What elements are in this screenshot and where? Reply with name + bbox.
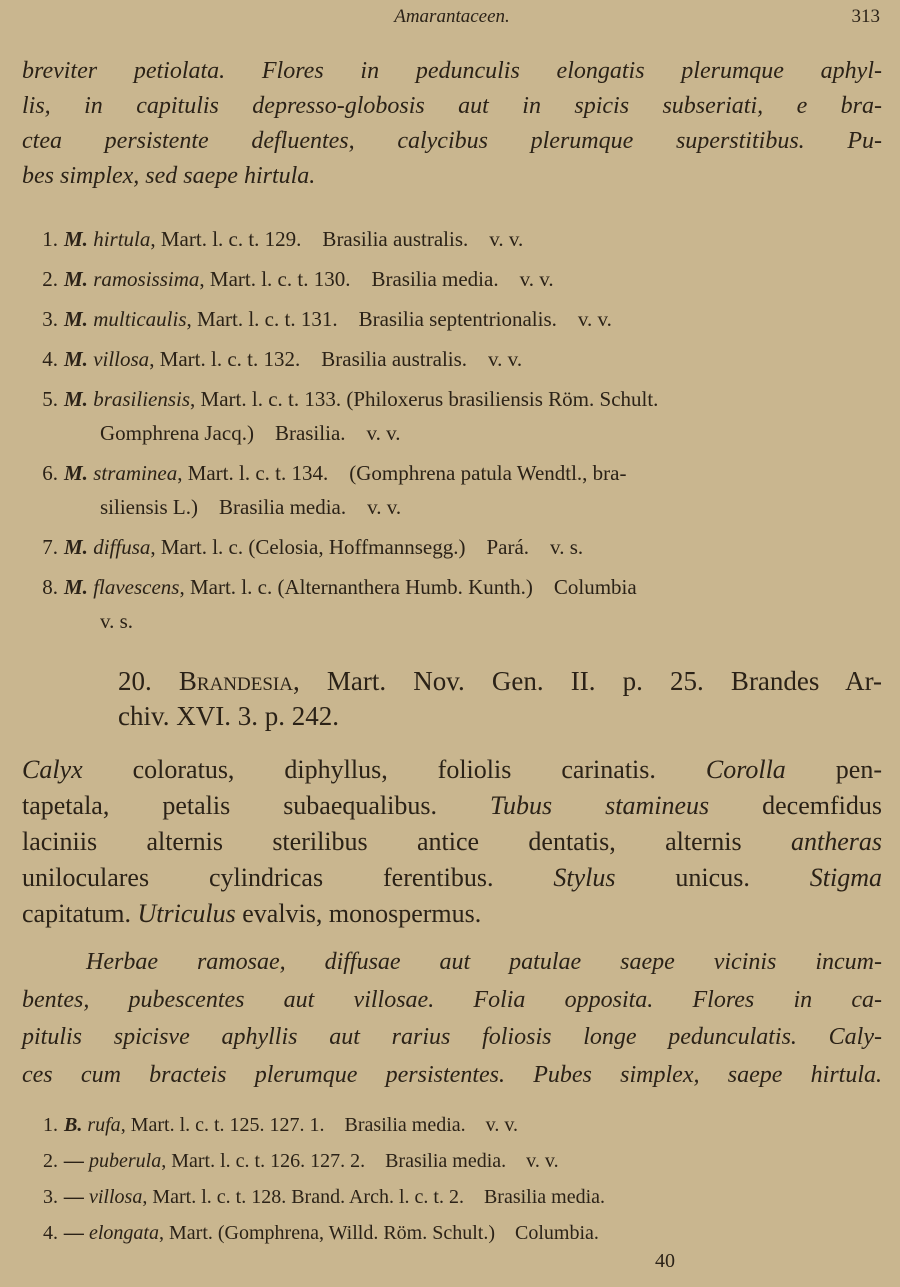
text-segment: Tubus stamineus: [490, 791, 710, 820]
entry-line: [22, 570, 882, 604]
page-header: [22, 6, 882, 32]
species-entry: [22, 342, 882, 376]
species-entry: [22, 1216, 882, 1250]
entry-number: 1.: [43, 1114, 58, 1136]
text-line: [22, 89, 882, 124]
entry-line: [22, 530, 882, 564]
text-line: [22, 896, 882, 932]
entry-line: [22, 342, 882, 376]
text-line: [22, 860, 882, 896]
entry-line: [22, 1216, 882, 1250]
text-segment: evalvis, monospermus.: [235, 899, 482, 928]
entry-citation: , Mart. l. c. t. 126. 127. 2. Brasilia media. v. v.: [161, 1150, 559, 1172]
genus-abbreviation: —: [64, 1222, 84, 1244]
text-segment: Stylus: [553, 863, 616, 892]
text-line: [118, 664, 882, 699]
running-title: Amarantaceen.: [394, 6, 510, 27]
text-line: [22, 54, 882, 89]
species-entry: [22, 222, 882, 256]
genus-abbreviation: M.: [64, 387, 88, 411]
entry-number: 4.: [43, 1222, 58, 1244]
text-line: [22, 788, 882, 824]
species-entry: [22, 456, 882, 524]
text-segment: decemfidus: [709, 791, 882, 820]
genus-abbreviation: M.: [64, 347, 88, 371]
species-list-m: [22, 222, 882, 644]
entry-continuation: siliensis L.) Brasilia media. v. v.: [100, 495, 402, 519]
text-line: [22, 1019, 882, 1057]
text-segment: Herbae ramosae, diffusae aut patulae saepe vicinis incum-: [86, 949, 882, 975]
species-entry: [22, 382, 882, 450]
genus-abbreviation: —: [64, 1186, 84, 1208]
entry-citation: , Mart. l. c. t. 128. Brand. Arch. l. c. t. 2. Brasilia media.: [142, 1186, 606, 1208]
text-segment: Calyx: [22, 755, 83, 784]
entry-citation: , Mart. (Gomphrena, Willd. Röm. Schult.) Columbia.: [159, 1222, 599, 1244]
species-name: ramosissima: [93, 267, 200, 291]
species-entry: [22, 570, 882, 638]
text-segment: lis, in capitulis depresso-globosis aut in spicis subseriati, e bra-: [22, 93, 882, 119]
entry-continuation: v. s.: [100, 609, 134, 633]
text-segment: laciniis alternis sterilibus antice dentatis, alternis: [22, 827, 791, 856]
text-line: [22, 944, 882, 982]
species-name: villosa: [89, 1186, 143, 1208]
entry-citation: , Mart. l. c. t. 125. 127. 1. Brasilia media. v. v.: [120, 1114, 519, 1136]
page-number: 313: [851, 6, 880, 27]
entry-number: 3.: [43, 1186, 58, 1208]
species-entry: [22, 262, 882, 296]
entry-number: 2.: [42, 267, 58, 291]
entry-citation: , Mart. l. c. t. 131. Brasilia septentrionalis. v. v.: [186, 307, 612, 331]
text-segment: coloratus, diphyllus, foliolis carinatis.: [82, 755, 706, 784]
entry-citation: , Mart. l. c. t. 134. (Gomphrena patula Wendtl., bra-: [177, 461, 627, 485]
text-segment: tapetala, petalis subaequalibus.: [22, 791, 490, 820]
text-segment: Brandesia: [178, 666, 293, 696]
entry-citation: , Mart. l. c. (Alternanthera Humb. Kunth.) Columbia: [179, 575, 637, 599]
entry-number: 7.: [42, 535, 58, 559]
genus-abbreviation: M.: [64, 307, 88, 331]
genus-abbreviation: —: [64, 1150, 84, 1172]
entry-citation: , Mart. l. c. t. 132. Brasilia australis. v. v.: [149, 347, 523, 371]
text-segment: pen-: [785, 755, 882, 784]
species-entry: [22, 1108, 882, 1142]
text-segment: chiv. XVI. 3. p. 242.: [118, 701, 339, 731]
entry-line: [22, 302, 882, 336]
entry-line: [22, 1108, 882, 1142]
text-line: [22, 752, 882, 788]
text-segment: unicus.: [615, 863, 810, 892]
text-segment: Utriculus: [137, 899, 236, 928]
text-line: [22, 124, 882, 159]
species-name: rufa: [87, 1114, 121, 1136]
entry-line: [22, 1144, 882, 1178]
genus-abbreviation: M.: [64, 535, 88, 559]
species-name: elongata: [89, 1222, 159, 1244]
text-segment: pitulis spicisve aphyllis aut rarius foliosis longe pedunculatis. Caly-: [22, 1024, 882, 1050]
text-line: [22, 824, 882, 860]
text-segment: Corolla: [705, 755, 786, 784]
entry-citation: , Mart. l. c. t. 130. Brasilia media. v. v.: [199, 267, 554, 291]
species-entry: [22, 1180, 882, 1214]
genus-character-paragraph: [22, 752, 882, 932]
entry-number: 6.: [42, 461, 58, 485]
entry-line: [22, 222, 882, 256]
text-segment: , Mart. Nov. Gen. II. p. 25. Brandes Ar-: [292, 666, 883, 696]
text-line: [118, 699, 882, 734]
species-name: villosa: [93, 347, 150, 371]
entry-continuation: Gomphrena Jacq.) Brasilia. v. v.: [100, 421, 401, 445]
entry-number: 3.: [42, 307, 58, 331]
entry-line: [22, 382, 882, 416]
genus-abbreviation: B.: [64, 1114, 83, 1136]
species-name: straminea: [93, 461, 178, 485]
text-segment: bentes, pubescentes aut villosae. Folia opposita. Flores in ca-: [22, 986, 882, 1013]
entry-citation: , Mart. l. c. (Celosia, Hoffmannsegg.) Pará. v. s.: [150, 535, 584, 559]
text-segment: ctea persistente defluentes, calycibus plerumque superstitibus. Pu-: [22, 128, 882, 154]
text-segment: capitatum.: [22, 899, 138, 928]
species-name: hirtula: [93, 227, 151, 251]
text-segment: 20.: [118, 666, 179, 696]
text-segment: bes simplex, sed saepe hirtula.: [22, 163, 316, 189]
species-name: puberula: [89, 1150, 162, 1172]
text-segment: uniloculares cylindricas ferentibus.: [22, 863, 554, 892]
genus-abbreviation: M.: [64, 227, 88, 251]
species-entry: [22, 1144, 882, 1178]
text-segment: breviter petiolata. Flores in pedunculis elongatis plerumque aphyl-: [22, 58, 882, 84]
species-list-b: [22, 1108, 882, 1252]
entry-number: 2.: [43, 1150, 58, 1172]
species-entry: [22, 302, 882, 336]
species-name: diffusa: [93, 535, 151, 559]
text-segment: antheras: [791, 827, 882, 856]
species-name: flavescens: [93, 575, 180, 599]
species-entry: [22, 530, 882, 564]
text-segment: ces cum bracteis plerumque persistentes. Pubes simplex, saepe hirtula.: [22, 1061, 882, 1088]
genus-heading-brandesia: [118, 664, 882, 734]
entry-number: 1.: [42, 227, 58, 251]
entry-line: [22, 456, 882, 490]
genus-abbreviation: M.: [64, 267, 88, 291]
signature-mark: 40: [655, 1250, 675, 1272]
entry-citation: , Mart. l. c. t. 133. (Philoxerus brasiliensis Röm. Schult.: [190, 387, 659, 411]
text-line: [22, 1057, 882, 1095]
entry-number: 5.: [42, 387, 58, 411]
entry-line: [22, 262, 882, 296]
entry-number: 4.: [42, 347, 58, 371]
entry-line: [22, 1180, 882, 1214]
genus-abbreviation: M.: [64, 461, 88, 485]
text-line: [22, 159, 882, 194]
text-segment: Stigma: [809, 863, 882, 892]
species-name: multicaulis: [93, 307, 187, 331]
genus-description-continuation: [22, 54, 882, 194]
species-name: brasiliensis: [93, 387, 191, 411]
genus-habit-paragraph: [22, 944, 882, 1094]
entry-citation: , Mart. l. c. t. 129. Brasilia australis. v. v.: [150, 227, 524, 251]
genus-abbreviation: M.: [64, 575, 88, 599]
text-line: [22, 982, 882, 1020]
entry-number: 8.: [42, 575, 58, 599]
